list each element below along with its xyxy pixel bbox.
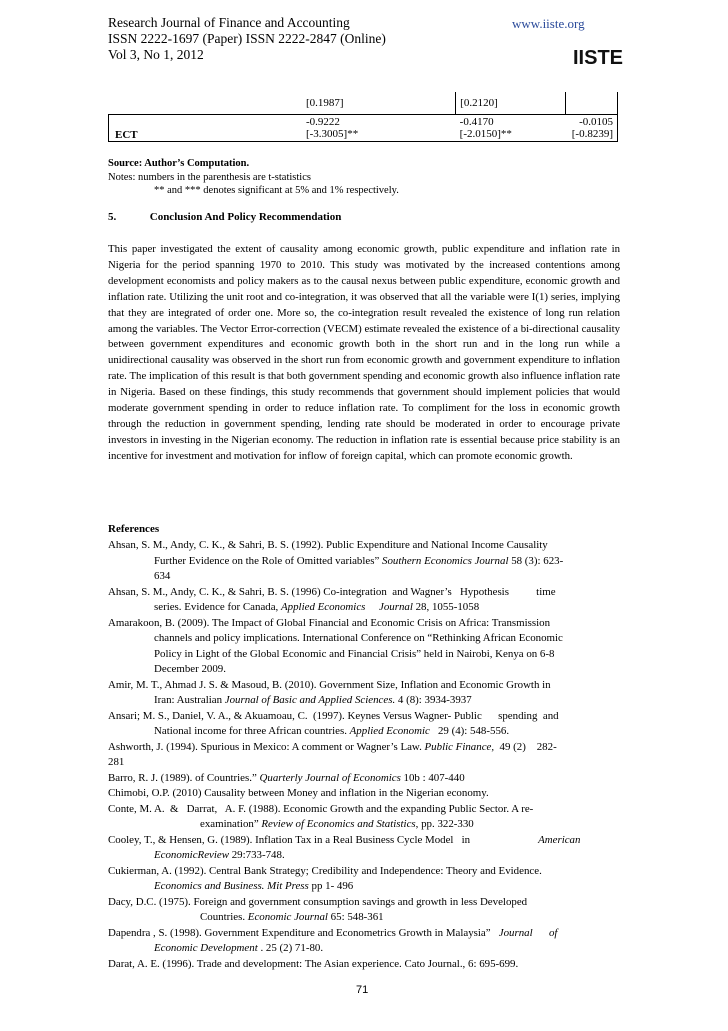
list-item: Ahsan, S. M., Andy, C. K., & Sahri, B. S. (1996) Co-integration and Wagner’s Hypothesis time series. Evidence for Canada, Applied Economics Journal 28, 1055-1058 (108, 585, 556, 613)
table-row (109, 115, 618, 142)
list-item: Ansari; M. S., Daniel, V. A., & Akuamoau, C. (1997). Keynes Versus Wagner- Public spending and National income for three African countries. Applied Economic 29 (4): 548-556. (108, 709, 559, 737)
source-note: Source: Author’s Computation. (108, 158, 250, 169)
section-number: 5. (108, 211, 117, 223)
list-item: Amarakoon, B. (2009). The Impact of Global Financial and Economic Crisis on Africa: Transmission channels and policy implications. International Conference on “Rethinking African Economic Policy in Light of the Global Economic and Financial Crisis” held in Nairobi, Kenya on 6-8 December 2009. (108, 616, 563, 675)
volume-line: Vol 3, No 1, 2012 (108, 47, 204, 62)
ect-label: ECT (115, 129, 138, 141)
issn-line: ISSN 2222-1697 (Paper) ISSN 2222-2847 (Online) (108, 31, 386, 46)
running-header (108, 15, 386, 63)
results-table (108, 92, 618, 142)
notes-line: ** and *** denotes significant at 5% and 1% respectively. (154, 185, 399, 196)
table-row (109, 92, 618, 115)
list-item: Darat, A. E. (1996). Trade and development: The Asian experience. Cato Journal., 6: 695-699. (108, 957, 519, 970)
list-item: Ashworth, J. (1994). Spurious in Mexico: A comment or Wagner’s Law. Public Finance, 49 (2) 282- 281 (108, 740, 557, 768)
references-heading: References (108, 523, 160, 535)
section-heading (108, 211, 341, 223)
iiste-logo (570, 40, 624, 75)
table-cell: -0.4170 [-2.0150]** (456, 115, 566, 142)
list-item: Barro, R. J. (1989). of Countries.” Quarterly Journal of Economics 10b : 407-440 (108, 771, 465, 784)
list-item: Amir, M. T., Ahmad J. S. & Masoud, B. (2010). Government Size, Inflation and Economic Growth in Iran: Australian Journal of Basic and Applied Sciences. 4 (8): 3934-3937 (108, 678, 551, 706)
list-item: Ahsan, S. M., Andy, C. K., & Sahri, B. S. (1992). Public Expenditure and National Income Causality Further Evidence on the Role of Omitted variables” Southern Economics Journal 58 (3): 623- 634 (108, 539, 564, 582)
journal-url[interactable]: www.iiste.org (512, 16, 585, 31)
table-notes (108, 157, 620, 198)
conclusion-paragraph: This paper investigated the extent of causality among economic growth, public expenditure and inflation rate in Nigeria for the period spanning 1970 to 2010. This study was motivated by the increased contentions among development economists and policy makers as to the causal nexus between public expenditure, economic growth and inflation rate. Utilizing the unit root and co-integration, it was observed that all the variable were I(1) series, implying that they are integrated of order one. More so, the co-integration result revealed the existence of long run relation among the variables. The Vector Error-correction (VECM) estimate revealed the existence of a bi-directional causality between government expenditures and economic growth both in the short run and in the long run while a unidirectional causality was observed in the short run from economic growth and government expenditure to inflation rate. The implication of this result is that both government spending and economic growth also influence inflation rate in Nigeria. Based on these findings, this study recommends that government should implement policies that would moderate government spending in order to reduce inflation rate. To compliment for the loss in economic growth through the reduction in government spending, lending rate should be moderated in order to encourage private investors in investing in the Nigerian economy. The reduction in inflation rate is essential because price stability is an incentive for investment and motivation for inflow of foreign capital, which can promote economic growth. (108, 243, 620, 462)
list-item: Dapendra , S. (1998). Government Expenditure and Econometrics Growth in Malaysia” Journal of Economic Development . 25 (2) 71-80. (108, 926, 558, 954)
list-item: Cooley, T., & Hensen, G. (1989). Inflation Tax in a Real Business Cycle Model in American EconomicReview 29:733-748. (108, 833, 581, 861)
list-item: Conte, M. A. & Darrat, A. F. (1988). Economic Growth and the expanding Public Sector. A re- examination” Review of Economics and Statistics, pp. 322-330 (108, 802, 534, 830)
list-item: Cukierman, A. (1992). Central Bank Strategy; Credibility and Independence: Theory and Evidence. Economics and Business. Mit Press pp 1- 496 (108, 864, 542, 892)
table-cell: [0.2120] (456, 92, 566, 115)
journal-name: Research Journal of Finance and Accounting (108, 15, 350, 30)
table-cell: -0.9222 [-3.3005]** (302, 115, 456, 142)
svg-text:IISTE: IISTE (573, 47, 624, 69)
notes-line: Notes: numbers in the parenthesis are t-statistics (108, 171, 311, 183)
references-list (108, 538, 620, 972)
list-item: Dacy, D.C. (1975). Foreign and government consumption savings and growth in less Developed Countries. Economic Journal 65: 548-361 (108, 895, 528, 923)
page-number: 71 (356, 984, 369, 996)
table-cell: -0.0105 [-0.8239] (565, 115, 617, 142)
section-title: Conclusion And Policy Recommendation (149, 211, 342, 223)
list-item: Chimobi, O.P. (2010) Causality between Money and inflation in the Nigerian economy. (108, 787, 489, 799)
table-cell: [0.1987] (302, 92, 456, 115)
